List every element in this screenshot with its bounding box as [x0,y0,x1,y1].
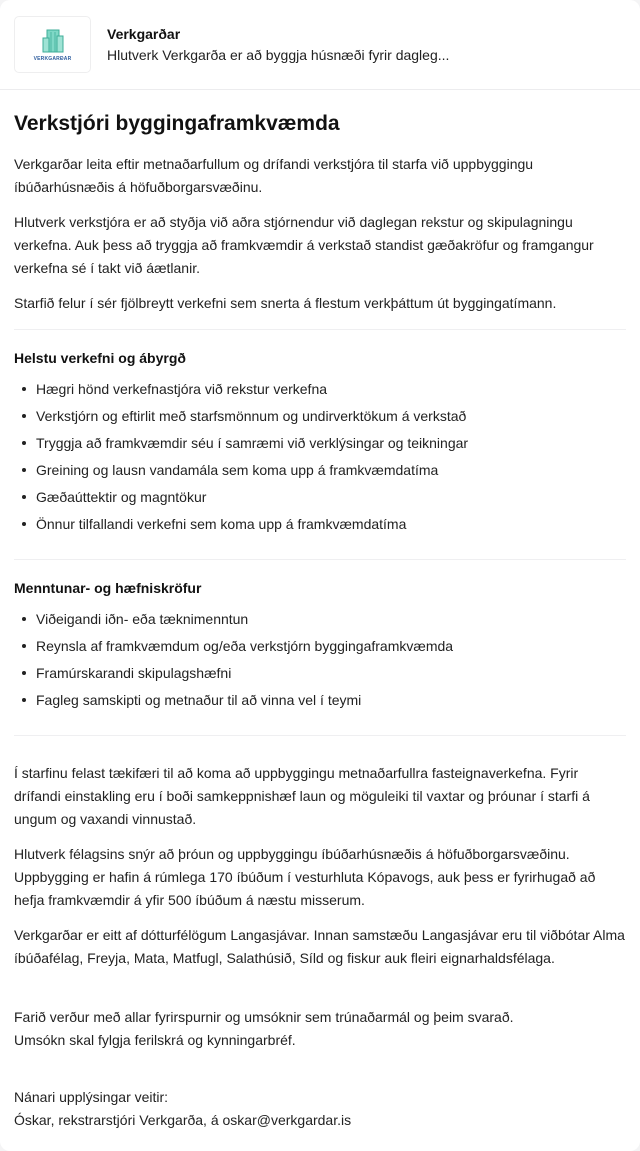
list-item-text: Gæðaúttektir og magntökur [36,489,207,505]
about-paragraph: Hlutverk félagsins snýr að þróun og uppbyggingu íbúðarhúsnæðis á höfuðborgarsvæðinu. Uppbygging er hafin á rúmlega 170 íbúðum í vesturhluta Kópavogs, auk þess er fyrirhugað að hefja framkvæmdir á yfir 500 íbúðum á næstu misserum. [14,846,596,908]
bullet-icon [22,468,26,472]
confidentiality-note: Farið verður með allar fyrirspurnir og umsóknir sem trúnaðarmál og þeim svarað. [14,1009,514,1025]
logo-wordmark: VERKGARÐAR [33,55,72,62]
company-name[interactable]: Verkgarðar [107,26,181,42]
about-paragraph: Í starfinu felast tækifæri til að koma að uppbyggingu metnaðarfullra fasteignaverkefna. Fyrir drífandi einstakling eru í boði samkeppnishæf laun og möguleiki til vaxtar og þróunar í starfi á ungum og vaxandi vinnustað. [14,765,590,827]
list-item [22,515,626,533]
job-title: Verkstjóri byggingaframkvæmda [14,112,340,135]
qualifications-heading: Menntunar- og hæfniskröfur [14,580,202,596]
list-item-text: Fagleg samskipti og metnaður til að vinna vel í teymi [36,692,362,708]
responsibilities-list [14,380,626,533]
section-divider [14,735,626,736]
about-paragraph: Verkgarðar er eitt af dótturfélögum Langasjávar. Innan samstæðu Langasjávar eru til viðbótar Alma íbúðafélag, Freyja, Mata, Matfugl, Salathúsið, Síld og fiskur auk fleiri eignarhaldsfélaga. [14,927,625,966]
list-item-text: Verkstjórn og eftirlit með starfsmönnum og undirverktökum á verkstað [36,408,467,424]
bullet-icon [22,644,26,648]
bullet-icon [22,387,26,391]
spacer [14,982,626,1006]
job-content [0,112,640,1132]
bullet-icon [22,441,26,445]
company-description: Hlutverk Verkgarða er að byggja húsnæði fyrir dagleg... [107,47,450,63]
bullet-icon [22,495,26,499]
company-header[interactable] [0,0,640,90]
application-info [14,1006,626,1052]
bullet-icon [22,698,26,702]
list-item [22,461,626,479]
intro-paragraph: Verkgarðar leita eftir metnaðarfullum og drífandi verkstjóra til starfa við uppbyggingu íbúðarhúsnæðis á höfuðborgarsvæðinu. [14,156,534,195]
bullet-icon [22,414,26,418]
company-logo[interactable] [14,16,91,73]
contact-label: Nánari upplýsingar veitir: [14,1089,169,1105]
bullet-icon [22,617,26,621]
list-item-text: Framúrskarandi skipulagshæfni [36,665,232,681]
list-item [22,691,626,709]
list-item [22,407,626,425]
qualifications-list [14,610,626,709]
list-item-text: Tryggja að framkvæmdir séu í samræmi við verklýsingar og teikningar [36,435,469,451]
section-divider [14,329,626,330]
bullet-icon [22,522,26,526]
list-item-text: Önnur tilfallandi verkefni sem koma upp á framkvæmdatíma [36,516,407,532]
list-item-text: Reynsla af framkvæmdum og/eða verkstjórn byggingaframkvæmda [36,638,454,654]
responsibilities-heading: Helstu verkefni og ábyrgð [14,350,186,366]
spacer [14,1052,626,1086]
list-item [22,488,626,506]
list-item [22,664,626,682]
list-item-text: Viðeigandi iðn- eða tæknimenntun [36,611,249,627]
list-item [22,380,626,398]
list-item [22,637,626,655]
company-info [107,26,449,63]
contact-info [14,1086,626,1132]
list-item-text: Hægri hönd verkefnastjóra við rekstur verkefna [36,381,328,397]
building-icon [42,28,64,54]
intro-paragraph: Hlutverk verkstjóra er að styðja við aðra stjórnendur við daglegan rekstur og skipulagningu verkefna. Auk þess að tryggja að framkvæmdir á verkstað standist gæðakröfur og framgangur verkefna sé í takt við áætlanir. [14,214,594,276]
application-requirements: Umsókn skal fylgja ferilskrá og kynningarbréf. [14,1032,296,1048]
list-item-text: Greining og lausn vandamála sem koma upp á framkvæmdatíma [36,462,439,478]
list-item [22,610,626,628]
list-item [22,434,626,452]
section-divider [14,559,626,560]
bullet-icon [22,671,26,675]
contact-details[interactable]: Óskar, rekstrarstjóri Verkgarða, á oskar@verkgardar.is [14,1112,352,1128]
intro-paragraph: Starfið felur í sér fjölbreytt verkefni sem snerta á flestum verkþáttum út byggingatímann. [14,295,557,311]
